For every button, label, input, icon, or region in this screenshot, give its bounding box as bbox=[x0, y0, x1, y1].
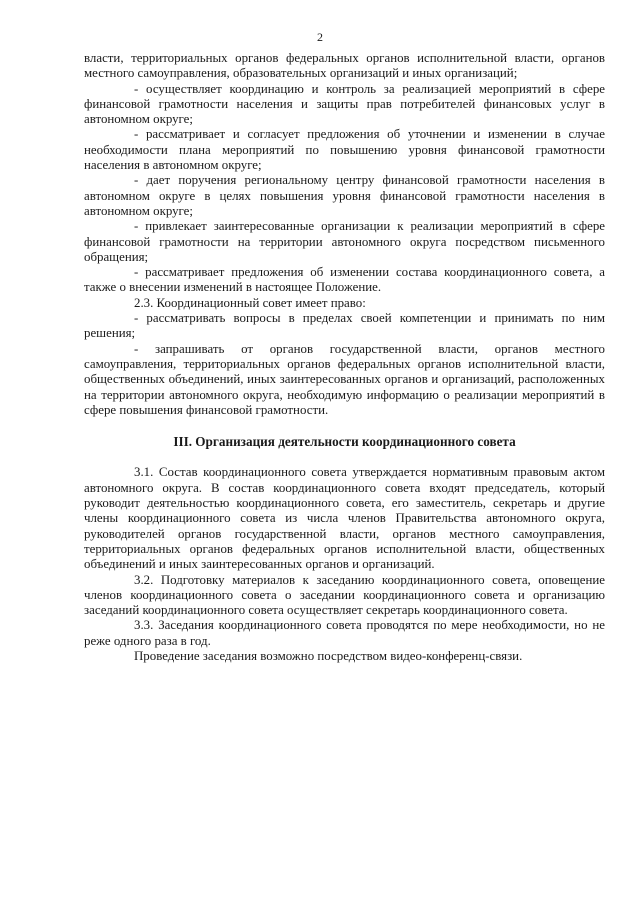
paragraph-3-2: 3.2. Подготовку материалов к заседанию координационного совета, оповещение членов координационного совета о заседании координационного совета и организацию заседаний координационного совета осуществляет секретарь координационного совета. bbox=[84, 572, 605, 618]
paragraph-regional-center: - дает поручения региональному центру финансовой грамотности населения в автономном округе в целях повышения уровня финансовой грамотности населения в автономном округе; bbox=[84, 173, 605, 218]
page-number: 2 bbox=[317, 30, 323, 44]
section-heading: III. Организация деятельности координационного совета bbox=[173, 434, 516, 450]
document-body bbox=[84, 51, 605, 664]
paragraph-coordination-control: - осуществляет координацию и контроль за реализацией мероприятий в сфере финансовой грамотности населения и защиты прав потребителей финансовых услуг в автономном округе; bbox=[84, 81, 605, 127]
paragraph-3-3: 3.3. Заседания координационного совета проводятся по мере необходимости, но не реже одного раза в год. bbox=[84, 618, 605, 648]
paragraph-request-information: - запрашивать от органов государственной власти, органов местного самоуправления, территориальных органов федеральных органов исполнительной власти, общественных объединений, иных заинтересованных органов и организаций, расположенных на территории автономного округа, необходимую информацию о реализации мероприятий в сфере повышения финансовой грамотности. bbox=[84, 341, 605, 417]
paragraph-video-conference: Проведение заседания возможно посредством видео-конференц-связи. bbox=[134, 648, 523, 663]
paragraph-3-1: 3.1. Состав координационного совета утверждается нормативным правовым актом автономного округа. В состав координационного совета входят председатель, который руководит деятельностью координационного совета, его заместитель, секретарь и другие члены координационного совета из числа членов Правительства автономного округа, руководителей органов государственной власти, органов местного самоуправления, территориальных органов федеральных органов исполнительной власти, общественных объединений и иных заинтересованных органов и организаций. bbox=[84, 465, 605, 572]
paragraph-attract-organizations: - привлекает заинтересованные организации к реализации мероприятий в сфере финансовой грамотности на территории автономного округа посредством письменного обращения; bbox=[84, 219, 605, 264]
paragraph-2-3: 2.3. Координационный совет имеет право: bbox=[134, 295, 366, 310]
paragraph-plan-review: - рассматривает и согласует предложения об уточнении и изменении в случае необходимости плана мероприятий по повышению уровня финансовой грамотности населения в автономном округе; bbox=[84, 127, 605, 173]
paragraph-continuation: власти, территориальных органов федеральных органов исполнительной власти, органов местного самоуправления, образовательных организаций и иных организаций; bbox=[84, 51, 605, 81]
paragraph-consider-issues: - рассматривать вопросы в пределах своей компетенции и принимать по ним решения; bbox=[84, 311, 605, 341]
paragraph-composition-changes: - рассматривает предложения об изменении состава координационного совета, а также о внесении изменений в настоящее Положение. bbox=[84, 265, 605, 295]
